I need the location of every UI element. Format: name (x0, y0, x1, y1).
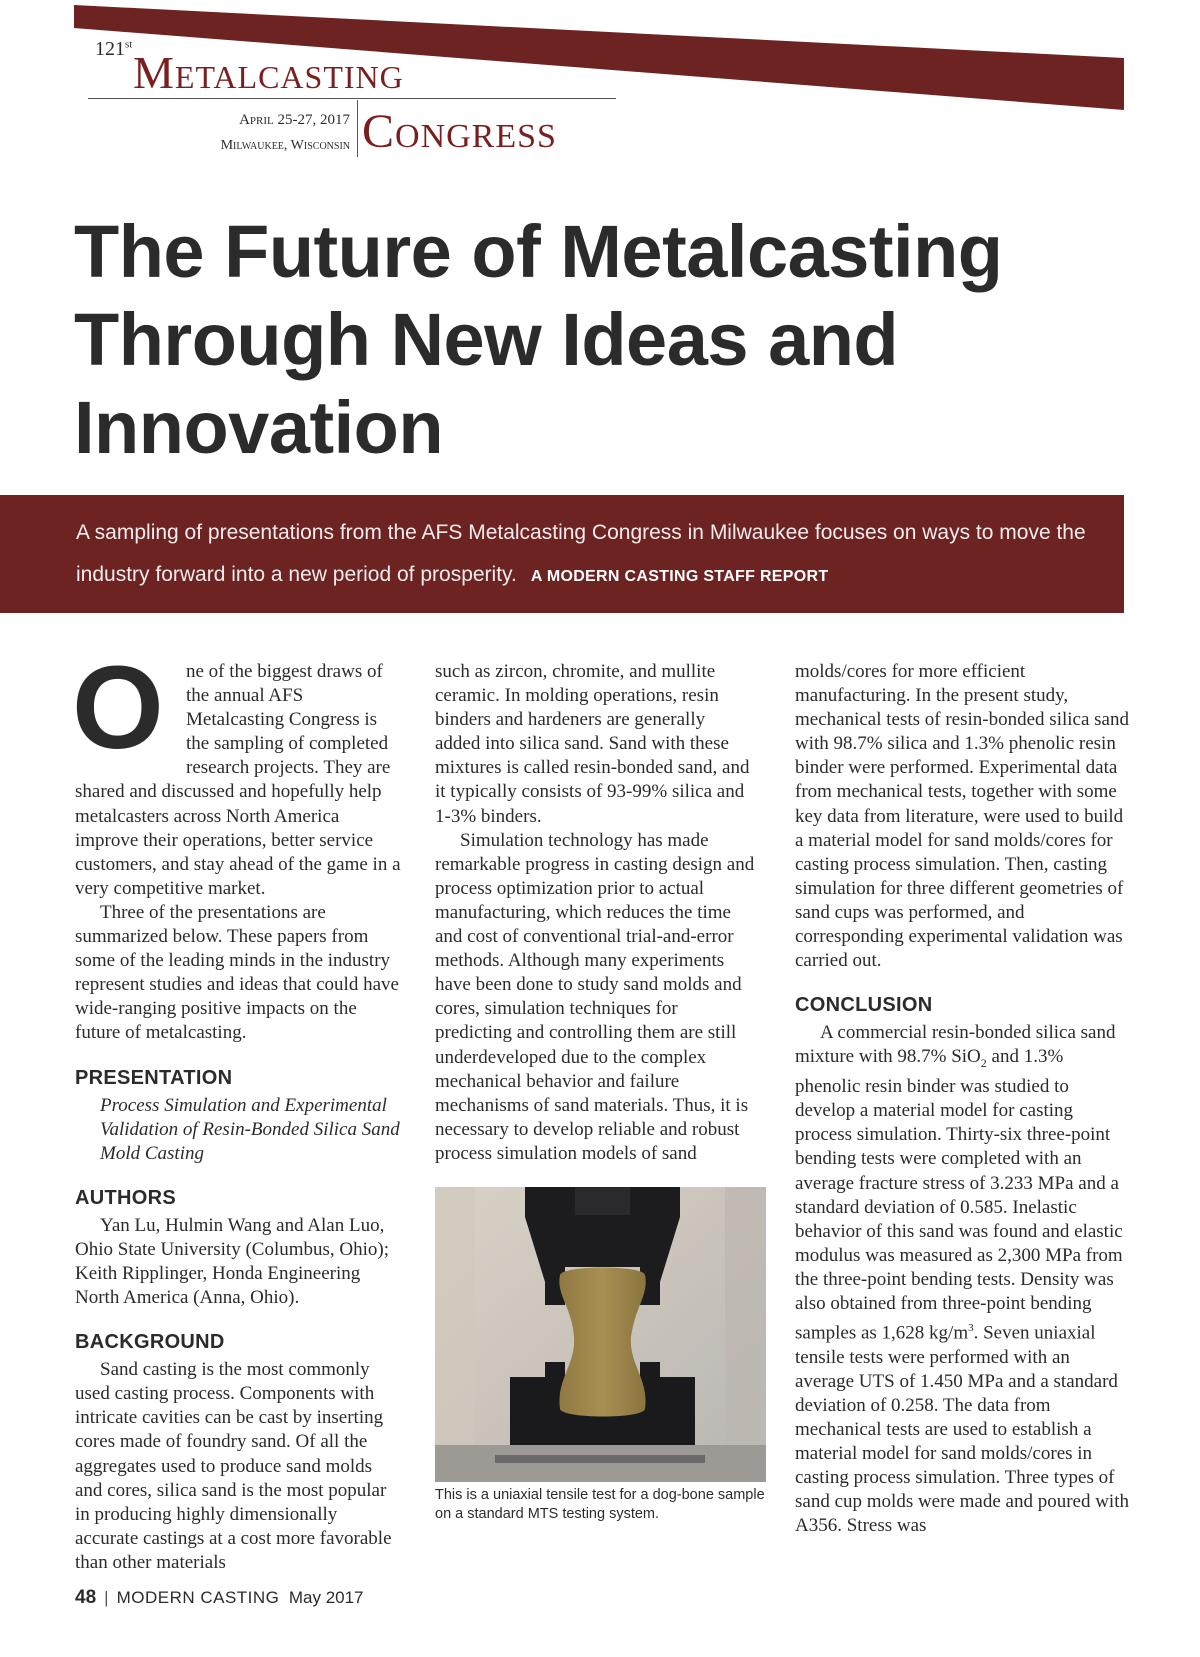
presentation-heading: PRESENTATION (75, 1066, 233, 1089)
event-dates: April 25-27, 2017 (239, 112, 350, 128)
background-paragraph: Sand casting is the most commonly used casting process. Components with intricate cavities can be cast by inserting cores made of foundry sand. Of all the aggregates used to produce sand molds and cores, silica sand is the most popular in producing highly dimensionally accurate castings at a cost more favorable than other materials (75, 1359, 392, 1573)
intro-text: ne of the biggest draws of the annual AFS Metalcasting Congress is the sampling of completed research projects. They are shared and discussed and hopefully help metalcasters across North America improve their operations, better service customers, and stay ahead of the game in a very competitive market. (75, 661, 401, 899)
page-number: 48 (75, 1587, 97, 1608)
authors-heading: AUTHORS (75, 1186, 176, 1209)
intro-paragraph (72, 642, 402, 901)
article-deck (76, 512, 1096, 598)
staff-credit: A MODERN CASTING STAFF REPORT (530, 568, 829, 585)
conclusion-text-b: and 1.3% phenolic resin binder was studied to develop a material model for casting process simulation. Thirty-six three-point bending tests were completed with an average fracture stress of 3.233 MPa and a standard deviation of 0.585. Inelastic behavior of this sand was found and elastic modulus was measured as 2,300 MPa from the three-point bending tests. Density was also obtained from three-point bending samples as 1,628 kg/m (795, 1046, 1123, 1344)
column-2-paragraph-2: Simulation technology has made remarkable progress in casting design and process optimization prior to actual manufacturing, which reduces the time and cost of conventional trial-and-error methods. Although many experiments have been done to study sand molds and cores, simulation techniques for predicting and controlling them are still underdeveloped due to the complex mechanical behavior and failure mechanisms of sand materials. Thus, it is necessary to develop reliable and robust process simulation models of sand (435, 829, 755, 1164)
conclusion-heading: CONCLUSION (795, 994, 933, 1017)
column-3-paragraph-1: molds/cores for more efficient manufacturing. In the present study, mechanical tests of resin-bonded silica sand with 98.7% silica and 1.3% phenolic resin binder were performed. Experimental data from mechanical tests, together with some key data from literature, were used to build a material model for sand molds/cores for casting process simulation. Then, casting simulation for three different geometries of sand cups was performed, and corresponding experimental validation was carried out. (795, 661, 1129, 972)
photo-caption: This is a uniaxial tensile test for a dog-bone sample on a standard MTS testing system. (435, 1487, 765, 1522)
header-divider (88, 98, 616, 99)
drop-cap: O (72, 642, 164, 774)
event-location: Milwaukee, Wisconsin (220, 138, 350, 153)
subscript-2: 2 (980, 1056, 987, 1071)
conclusion-text-a: A commercial resin-bonded silica sand mixture with 98.7% SiO (795, 1022, 1116, 1068)
conclusion-text-c: . Seven uniaxial tensile tests were performed with an average UTS of 1.450 MPa and a standard deviation of 0.258. The data from mechanical tests are used to establish a material model for sand molds/cores in casting process simulation. Three types of sand cup molds were made and poured with A356. Stress was (795, 1322, 1129, 1537)
authors-text: Yan Lu, Hulmin Wang and Alan Luo, Ohio State University (Columbus, Ohio); Keith Ripplinger, Honda Engineering North America (Anna, Ohio). (75, 1214, 390, 1309)
header-vertical-divider (357, 100, 358, 157)
event-name-congress: Congress (362, 105, 557, 158)
column-2 (435, 660, 755, 1166)
column-1 (72, 642, 402, 1575)
issue-date: May 2017 (288, 1588, 364, 1607)
magazine-name: MODERN CASTING (116, 1588, 280, 1607)
article-title: The Future of Metalcasting Through New Ideas and Innovation (74, 210, 1003, 469)
conclusion-paragraph (795, 1021, 1130, 1538)
tensile-test-photo (435, 1187, 766, 1482)
deck-summary: A sampling of presentations from the AFS Metalcasting Congress in Milwaukee focuses on ways to move the industry forward into a new period of prosperity. (76, 521, 1086, 586)
background-heading: BACKGROUND (75, 1331, 225, 1354)
superscript-3: 3 (968, 1322, 974, 1335)
column-3 (795, 660, 1130, 1538)
footer-separator: | (104, 1588, 109, 1607)
column-2-paragraph-1: such as zircon, chromite, and mullite ceramic. In molding operations, resin binders and hardeners are generally added into silica sand. Sand with these mixtures is called resin-bonded sand, and it typically consists of 93-99% silica and 1-3% binders. (435, 661, 750, 827)
event-name-metalcasting: Metalcasting (133, 47, 404, 98)
presentation-title: Process Simulation and Experimental Validation of Resin-Bonded Silica Sand Mold Casting (100, 1094, 400, 1164)
edition-number: 121st (95, 38, 133, 60)
intro-paragraph-2: Three of the presentations are summarized below. These papers from some of the leading minds in the industry represent studies and ideas that could have wide-ranging positive impacts on the future of metalcasting. (75, 901, 399, 1044)
page-footer (75, 1587, 364, 1609)
